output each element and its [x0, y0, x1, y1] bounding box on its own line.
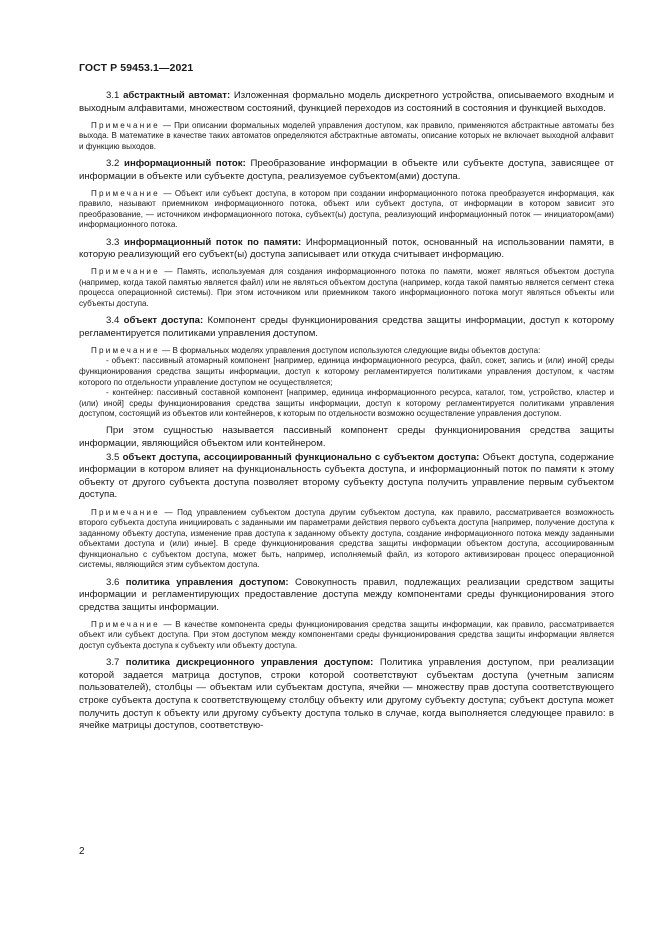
standard-header: ГОСТ Р 59453.1—2021	[79, 62, 194, 74]
clause-3-5	[79, 452, 614, 502]
clause-3-1	[79, 90, 614, 115]
note-text: — В формальных моделях управления доступом используются следующие виды объектов доступа:	[162, 345, 541, 355]
note-text: — В качестве компонента среды функционирования средства защиты информации, как правило, рассматривается объект или субъект доступа. При этом доступом между компонентами среды функционирования средства защиты информации является доступ субъекта доступа к субъекту или объекту доступа.	[79, 619, 614, 651]
definition: Политика управления доступом, при реализации которой задается матрица доступов, строки которой соответствуют субъектам доступа (учетным записям пользователей), столбцы — объектам или субъектам доступа, ячейки — множеству прав доступа соответствующего строке субъекта доступа к соответствующему столбцу объекту или другому субъекту доступа; субъект доступа может получить доступ к объекту или другому субъекту доступа только в случае, когда выполняется следующее правило: в ячейке матрицы доступов, соответствую-	[79, 657, 614, 732]
note-label: Примечание	[91, 507, 160, 517]
clause-3-4	[79, 315, 614, 340]
note-text: — Объект или субъект доступа, в котором при создании информационного потока преобразуется информация, как правило, называют приемником информационного потока, объект или субъект доступа, от информации в котором зависит это преобразование, — источником информационного потока, субъект(ы) доступа, реализующий информационный поток — инициатором(ами) информационного потока.	[79, 188, 615, 230]
clause-number: 3.6	[106, 576, 120, 588]
definition: Информационный поток, основанный на использовании памяти, в которую реализующий его субъект(ы) доступа записывает или откуда считывает информацию.	[79, 236, 614, 261]
definition: Объект доступа, содержание информации в котором влияет на функциональность субъекта доступа, и информационный поток по памяти к этому объекту от другого субъекта доступа позволяет второму субъекту доступа получить управление первым субъектом доступа.	[79, 451, 614, 501]
clause-3-7	[79, 657, 614, 733]
note-3-1	[79, 121, 614, 153]
note-text: — Под управлением субъектом доступа другим субъектом доступа, как правило, рассматривается возможность второго субъекта доступа инициировать с заданными им параметрами действия первого субъекта доступа [например, получение доступа к заданному объекту доступа, изменение прав доступа к заданному объекту доступа, создание информационного потока между заданными объектами доступа и (или) иные]. В среде функционирования средства защиты информации объектом доступа, ассоциированным функционально с субъектом доступа, может быть, например, исполняемый файл, из которого активизирован процесс операционной системы, являющийся этим субъектом доступа.	[79, 507, 615, 570]
note-list-item-object: - объект: пассивный атомарный компонент [например, единица информационного ресурса, файл, сокет, запись и (или) иной] среды функционирования средства защиты информации, доступ к которому регламентируется политиками управления доступом, к частям которого по отдельности управление доступом не осуществляется;	[79, 356, 614, 387]
page-content	[79, 90, 614, 738]
clause-number: 3.2	[106, 157, 120, 169]
note-3-3	[79, 267, 614, 309]
term: объект доступа, ассоциированный функционально с субъектом доступа:	[122, 451, 480, 463]
clause-3-2	[79, 158, 614, 183]
definition: Компонент среды функционирования средства защиты информации, доступ к которому регламентируется политиками управления доступом.	[79, 315, 615, 339]
note-3-4	[79, 346, 614, 357]
clause-3-6	[79, 577, 614, 615]
clause-number: 3.4	[106, 315, 120, 327]
note-list-item-container: - контейнер: пассивный составной компонент [например, единица информационного ресурса, каталог, том, устройство, кластер и (или) иной] среды функционирования средства защиты информации, доступ к которому регламентируется политиками управления доступом, состоящий из объектов или контейнеров, к которым по отдельности возможно осуществление управления доступом.	[79, 388, 614, 419]
note-label: Примечание	[91, 120, 160, 130]
term: политика дискреционного управления доступом:	[125, 657, 374, 669]
clause-number: 3.1	[106, 90, 120, 101]
term: политика управления доступом:	[125, 576, 289, 588]
note-label: Примечание	[91, 188, 160, 198]
note-3-6	[79, 620, 614, 652]
definition: Совокупность правил, подлежащих реализации средством защиты информации и регламентирующих предоставление доступа между компонентами среды функционирования этого средства защиты информации.	[79, 576, 614, 613]
definition: Преобразование информации в объекте или субъекте доступа, зависящее от информации в объекте или субъекте доступа, реализуемое субъектом(ами) доступа.	[79, 157, 614, 182]
term: объект доступа:	[123, 315, 204, 327]
clause-3-4-continuation: При этом сущностью называется пассивный компонент среды функционирования средства защиты информации, являющийся объектом или контейнером.	[79, 425, 614, 450]
clause-3-3	[79, 237, 614, 262]
note-label: Примечание	[91, 619, 160, 629]
note-label: Примечание	[91, 345, 160, 355]
clause-number: 3.3	[106, 236, 120, 248]
note-text: — Память, используемая для создания информационного потока по памяти, может являться объектом доступа (например, когда такой памятью является файл) или не являться объектом доступа (например, когда такой памятью является сегмент стека процесса операционной системы). При этом источником или приемником такого информационного потока могут являться объекты или субъекты доступа.	[79, 267, 615, 308]
page-number: 2	[79, 846, 85, 857]
term: информационный поток:	[124, 157, 246, 169]
term: информационный поток по памяти:	[124, 236, 302, 248]
clause-number: 3.7	[106, 657, 120, 669]
note-text: — При описании формальных моделей управления доступом, как правило, применяются абстрактные автоматы без выхода. В математике в качестве таких автоматов определяются абстрактные автоматы, описание которых не включает выходной алфавит и функцию выходов.	[79, 120, 614, 151]
note-label: Примечание	[91, 267, 160, 277]
definition: Изложенная формально модель дискретного устройства, описываемого входным и выходным алфавитами, множеством состояний, функцией переходов из состояний в состояния и функцией выходов.	[79, 90, 614, 114]
term: абстрактный автомат:	[123, 90, 231, 101]
note-3-2	[79, 189, 614, 231]
clause-number: 3.5	[106, 451, 120, 463]
note-3-5	[79, 508, 614, 572]
